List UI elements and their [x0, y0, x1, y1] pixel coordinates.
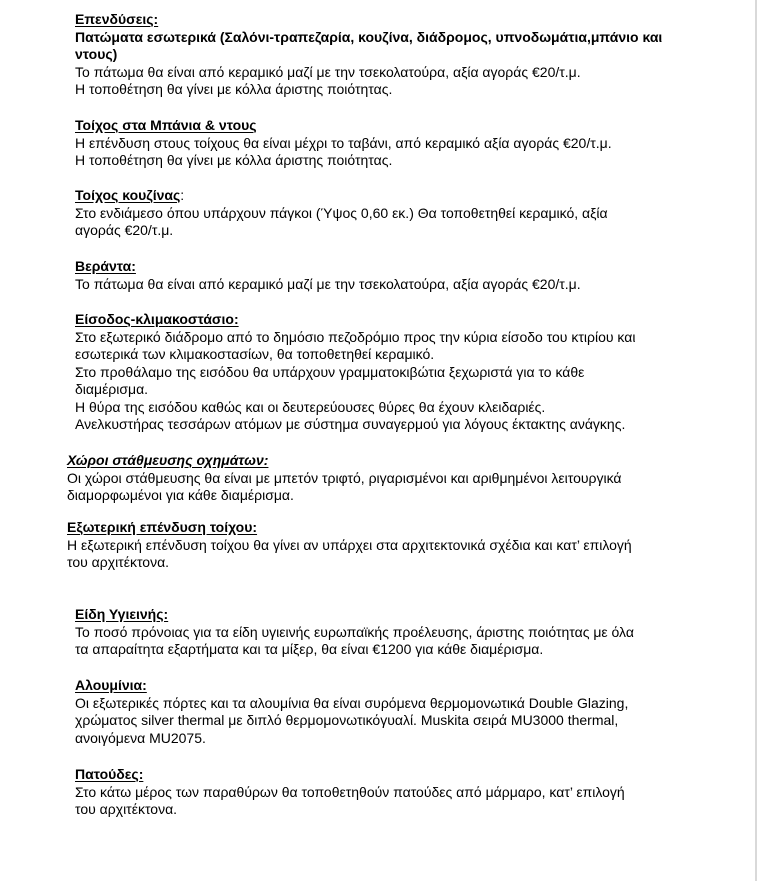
section-subheading: Πατώματα εσωτερικά (Σαλόνι-τραπεζαρία, κουζίνα, διάδρομος, υπνοδωμάτια,μπάνιο και ντους): [75, 28, 663, 62]
section-window-sills: [75, 766, 715, 819]
section-exterior-wall-cladding: [67, 519, 707, 572]
section-heading: Τοίχος στα Μπάνια & ντους: [75, 117, 257, 133]
section-kitchen-wall: [75, 187, 715, 240]
section-heading: Χώροι στάθμευσης οχημάτων:: [67, 452, 269, 468]
body-line: Το πάτωμα θα είναι από κεραμικό μαζί με την τσεκολατούρα, αξία αγοράς €20/τ.μ.: [75, 63, 581, 80]
section-sanitary-ware: [75, 606, 715, 659]
section-parking: [67, 452, 707, 505]
body-line: Το ποσό πρόνοιας για τα είδη υγιεινής ευρωπαϊκής προέλευσης, άριστης ποιότητας με όλα: [75, 623, 634, 640]
section-heading-suffix: :: [180, 187, 185, 203]
body-line: Στο εξωτερικό διάδρομο από το δημόσιο πεζοδρόμιο προς την κύρια είσοδο του κτιρίου και: [75, 328, 636, 345]
body-line: Η εξωτερική επένδυση τοίχου θα γίνει αν υπάρχει στα αρχιτεκτονικά σχέδια και κατ’ επιλογή: [67, 536, 632, 553]
section-finishes: [75, 11, 705, 99]
body-line: διαμέρισμα.: [75, 381, 149, 397]
body-line: εσωτερικά των κλιμακοστασίων, θα τοποθετηθεί κεραμικό.: [75, 346, 435, 362]
section-heading: Επενδύσεις:: [75, 11, 159, 27]
body-line: Το πάτωμα θα είναι από κεραμικό μαζί με την τσεκολατούρα, αξία αγοράς €20/τ.μ.: [75, 275, 581, 292]
section-heading: Είσοδος-κλιμακοστάσιο:: [75, 311, 239, 327]
body-line: Στο κάτω μέρος των παραθύρων θα τοποθετηθούν πατούδες από μάρμαρο, κατ’ επιλογή: [75, 783, 625, 800]
section-veranda: [75, 258, 715, 293]
body-line: Στο ενδιάμεσο όπου υπάρχουν πάγκοι (Ύψος 0,60 εκ.) Θα τοποθετηθεί κεραμικό, αξία: [75, 204, 608, 221]
body-line: Οι εξωτερικές πόρτες και τα αλουμίνια θα είναι συρόμενα θερμομονωτικά Double Glazing,: [75, 694, 629, 711]
body-line: Η επένδυση στους τοίχους θα είναι μέχρι το ταβάνι, από κεραμικό αξία αγοράς €20/τ.μ.: [75, 134, 612, 151]
body-line: ανοιγόμενα MU2075.: [75, 729, 206, 746]
body-line: Η τοποθέτηση θα γίνει με κόλλα άριστης ποιότητας.: [75, 81, 393, 97]
section-bathroom-walls: [75, 117, 715, 170]
body-line: του αρχιτέκτονα.: [67, 554, 170, 570]
section-heading: Αλουμίνια:: [75, 677, 147, 693]
body-line: χρώματος silver thermal με διπλό θερμομονωτικόγυαλί. Muskita σειρά MU3000 thermal,: [75, 712, 619, 728]
body-line: Οι χώροι στάθμευσης θα είναι με μπετόν τριφτό, ριγαρισμένοι και αριθμημένοι λειτουργικά: [67, 469, 622, 486]
section-aluminium: [75, 677, 715, 747]
body-line: αγοράς €20/τ.μ.: [75, 222, 174, 238]
section-heading: Είδη Υγιεινής:: [75, 606, 169, 622]
section-heading: Βεράντα:: [75, 258, 136, 274]
body-line: του αρχιτέκτονα.: [75, 801, 178, 817]
body-line: Στο προθάλαμο της εισόδου θα υπάρχουν γραμματοκιβώτια ξεχωριστά για το κάθε: [75, 363, 585, 380]
body-line: Η τοποθέτηση θα γίνει με κόλλα άριστης ποιότητας.: [75, 152, 393, 168]
section-entrance-staircase: [75, 311, 715, 434]
body-line: διαμορφωμένοι για κάθε διαμέρισμα.: [67, 487, 294, 503]
section-heading: Τοίχος κουζίνας: [75, 187, 181, 203]
body-line: τα απαραίτητα εξαρτήματα και τα μίξερ, θα είναι €1200 για κάθε διαμέρισμα.: [75, 641, 544, 657]
body-line: Η θύρα της εισόδου καθώς και οι δευτερεύουσες θύρες θα έχουν κλειδαριές.: [75, 398, 546, 415]
body-line: Ανελκυστήρας τεσσάρων ατόμων με σύστημα συναγερμού για λόγους έκτακτης ανάγκης.: [75, 416, 626, 432]
section-heading: Εξωτερική επένδυση τοίχου:: [67, 519, 258, 535]
section-heading: Πατούδες:: [75, 766, 144, 782]
